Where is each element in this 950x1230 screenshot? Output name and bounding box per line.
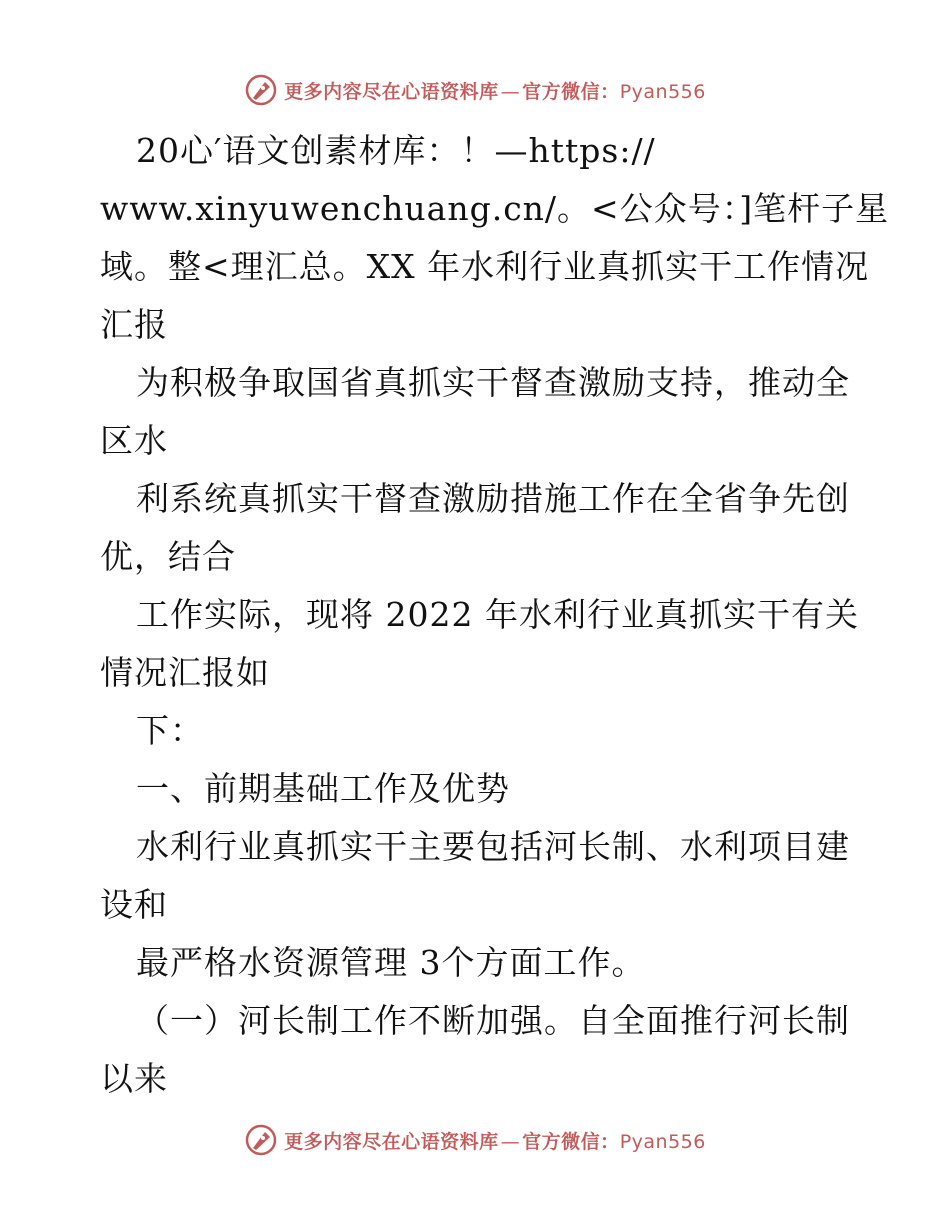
text-line: 域。整<理汇总。XX 年水利行业真抓实干工作情况 [100,247,870,286]
section-heading: 一、前期基础工作及优势 [136,769,510,808]
watermark-text: 更多内容尽在心语资料库 — 官方微信：Pyan556 [284,80,706,103]
text-line: 下： [136,711,204,750]
document-body [100,122,890,1108]
watermark-text: 更多内容尽在心语资料库 — 官方微信：Pyan556 [284,1130,706,1153]
text-line: 区水 [100,421,168,460]
text-line: 为积极争取国省真抓实干督查激励支持，推动全 [136,363,850,402]
pen-nib-logo-icon [244,1123,278,1157]
pen-nib-logo-icon [244,73,278,107]
text-line: 水利行业真抓实干主要包括河长制、水利项目建 [136,827,850,866]
text-line: 利系统真抓实干督查激励措施工作在全省争先创 [136,479,850,518]
header-watermark [0,70,950,110]
subsection-heading: （一）河长制工作不断加强。自全面推行河长制 [136,1001,850,1040]
text-line: 以来 [100,1059,168,1098]
text-line: www.xinyuwenchuang.cn/。<公众号：]笔杆子星 [100,189,890,228]
text-line: 设和 [100,885,168,924]
footer-watermark [0,1120,950,1160]
text-line: 最严格水资源管理 3个方面工作。 [136,943,646,982]
text-line: 情况汇报如 [100,653,270,692]
text-line: 优，结合 [100,537,236,576]
text-line: 工作实际，现将 2022 年水利行业真抓实干有关 [136,595,859,634]
text-line: 汇报 [100,305,168,344]
text-line: 20心′语文创素材库：！—https:// [136,131,656,170]
